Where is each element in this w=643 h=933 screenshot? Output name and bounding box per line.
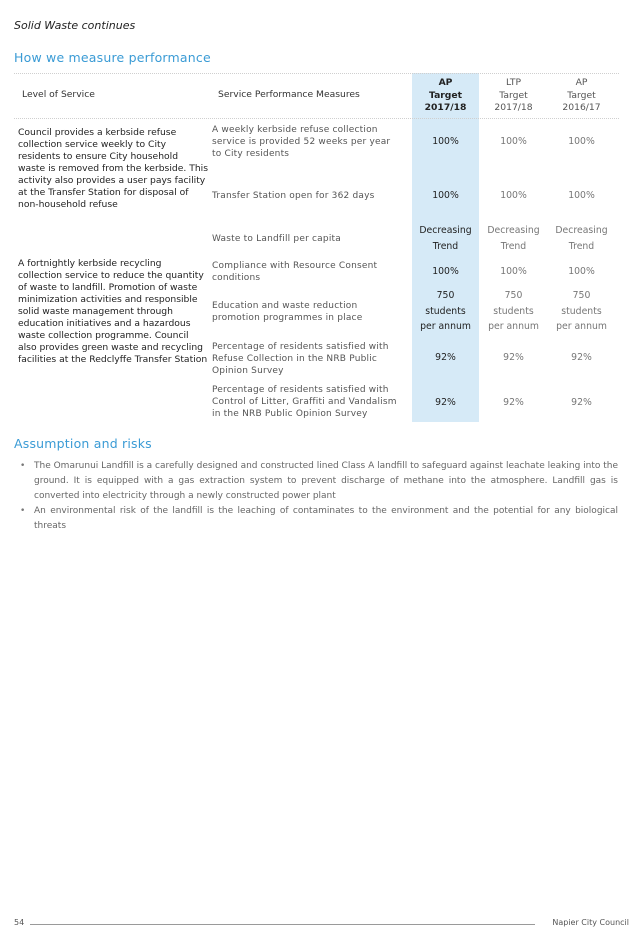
ap-value-weekly-collection: 100% — [432, 136, 459, 147]
ap-value-litter-satisfaction: 92% — [435, 397, 456, 408]
prev-value-litter-satisfaction: 92% — [571, 397, 592, 408]
prev-value-weekly-collection: 100% — [568, 136, 595, 147]
header-prev-line: Target — [567, 89, 596, 101]
measure-education-programmes: Education and waste reduction promotion programmes in place — [212, 301, 363, 323]
level-of-service-recycling: A fortnightly kerbside recycling collection service to reduce the quantity of waste to landfill. Promotion of waste minimization activities and responsible solid waste management through education initiatives and a hazardous waste collection programme. Council also provides green waste and recycling facilities at the Redclyffe Transfer Station — [18, 258, 208, 365]
header-ap-line: AP — [438, 77, 453, 88]
footer-rule — [30, 924, 535, 925]
ap-value-line: Trend — [432, 240, 459, 252]
ltp-value-line: students — [493, 305, 534, 317]
prev-value-waste-to-landfill — [548, 223, 615, 254]
ap-value-line: students — [425, 305, 466, 317]
ltp-value-line: Decreasing — [487, 225, 540, 236]
bullet-item — [18, 459, 618, 504]
header-ap-line: Target — [428, 89, 462, 101]
ltp-value-weekly-collection: 100% — [500, 136, 527, 147]
ap-value-line: per annum — [420, 321, 471, 332]
prev-value-refuse-satisfaction: 92% — [571, 352, 592, 363]
header-ap-target-2016 — [548, 77, 615, 115]
ap-value-education — [412, 288, 479, 335]
header-ltp-line: 2017/18 — [494, 102, 533, 113]
header-ltp-line: Target — [499, 89, 528, 101]
header-prev-line: 2016/17 — [562, 102, 601, 113]
ap-value-line: 750 — [436, 290, 455, 301]
ltp-value-litter-satisfaction: 92% — [503, 397, 524, 408]
section-title-performance: How we measure performance — [14, 50, 211, 65]
running-head: Solid Waste continues — [14, 19, 136, 32]
prev-value-resource-consent: 100% — [568, 266, 595, 277]
ltp-value-education — [480, 288, 547, 335]
ltp-value-line: Trend — [500, 240, 527, 252]
ltp-value-line: 750 — [504, 290, 523, 301]
prev-value-line: Trend — [568, 240, 595, 252]
measure-litter-satisfaction: Percentage of residents satisfied with Control of Litter, Graffiti and Vandalism in the NRB Public Opinion Survey — [212, 385, 397, 419]
header-top-rule — [14, 73, 619, 74]
ltp-value-line: per annum — [488, 321, 539, 332]
bullet-dot: • — [20, 506, 26, 516]
bullet-item — [18, 504, 618, 534]
header-ltp-line: LTP — [505, 77, 521, 88]
ltp-value-refuse-satisfaction: 92% — [503, 352, 524, 363]
measure-resource-consent: Compliance with Resource Consent conditions — [212, 261, 378, 283]
header-ltp-target-2017 — [480, 77, 547, 115]
section-title-assumptions: Assumption and risks — [14, 436, 152, 451]
prev-value-line: Decreasing — [555, 225, 608, 236]
measure-refuse-satisfaction: Percentage of residents satisfied with Refuse Collection in the NRB Public Opinion Survey — [212, 342, 389, 376]
ap-value-transfer-station: 100% — [432, 190, 459, 201]
ltp-value-waste-to-landfill — [480, 223, 547, 254]
prev-value-line: students — [561, 305, 602, 317]
bullet-text: The Omarunui Landfill is a carefully designed and constructed lined Class A landfill to safeguard against leachate leaking into the ground. It is equipped with a gas extraction system to prevent discharge of methane into the atmosphere. Landfill gas is converted into electricity through a newly constructed power plant — [34, 461, 619, 501]
header-bottom-rule — [14, 118, 619, 119]
prev-value-line: per annum — [556, 321, 607, 332]
prev-value-transfer-station: 100% — [568, 190, 595, 201]
header-performance-measures: Service Performance Measures — [218, 89, 360, 100]
measure-transfer-station: Transfer Station open for 362 days — [212, 191, 375, 201]
assumption-bullets — [18, 459, 618, 534]
prev-value-line: 750 — [572, 290, 591, 301]
header-ap-line: 2017/18 — [424, 102, 467, 113]
footer-page-number: 54 — [14, 918, 25, 927]
header-level-of-service: Level of Service — [22, 89, 95, 100]
prev-value-education — [548, 288, 615, 335]
footer-organisation: Napier City Council — [552, 918, 629, 927]
header-ap-target-2017 — [412, 77, 479, 115]
bullet-dot: • — [20, 461, 26, 471]
ap-value-waste-to-landfill — [412, 223, 479, 254]
header-prev-line: AP — [575, 77, 588, 88]
measure-waste-to-landfill: Waste to Landfill per capita — [212, 234, 341, 244]
level-of-service-refuse: Council provides a kerbside refuse collection service weekly to City residents to ensure City household waste is removed from the kerbside. This activity also provides a user pays facility at the Transfer Station for disposal of non-household refuse — [18, 127, 208, 210]
ltp-value-resource-consent: 100% — [500, 266, 527, 277]
ap-value-refuse-satisfaction: 92% — [435, 352, 456, 363]
bullet-text: An environmental risk of the landfill is the leaching of contaminates to the environment and the potential for any biological threats — [34, 506, 618, 531]
ap-value-line: Decreasing — [419, 225, 472, 236]
ltp-value-transfer-station: 100% — [500, 190, 527, 201]
measure-weekly-collection: A weekly kerbside refuse collection service is provided 52 weeks per year to City residents — [212, 125, 391, 159]
ap-value-resource-consent: 100% — [432, 266, 459, 277]
